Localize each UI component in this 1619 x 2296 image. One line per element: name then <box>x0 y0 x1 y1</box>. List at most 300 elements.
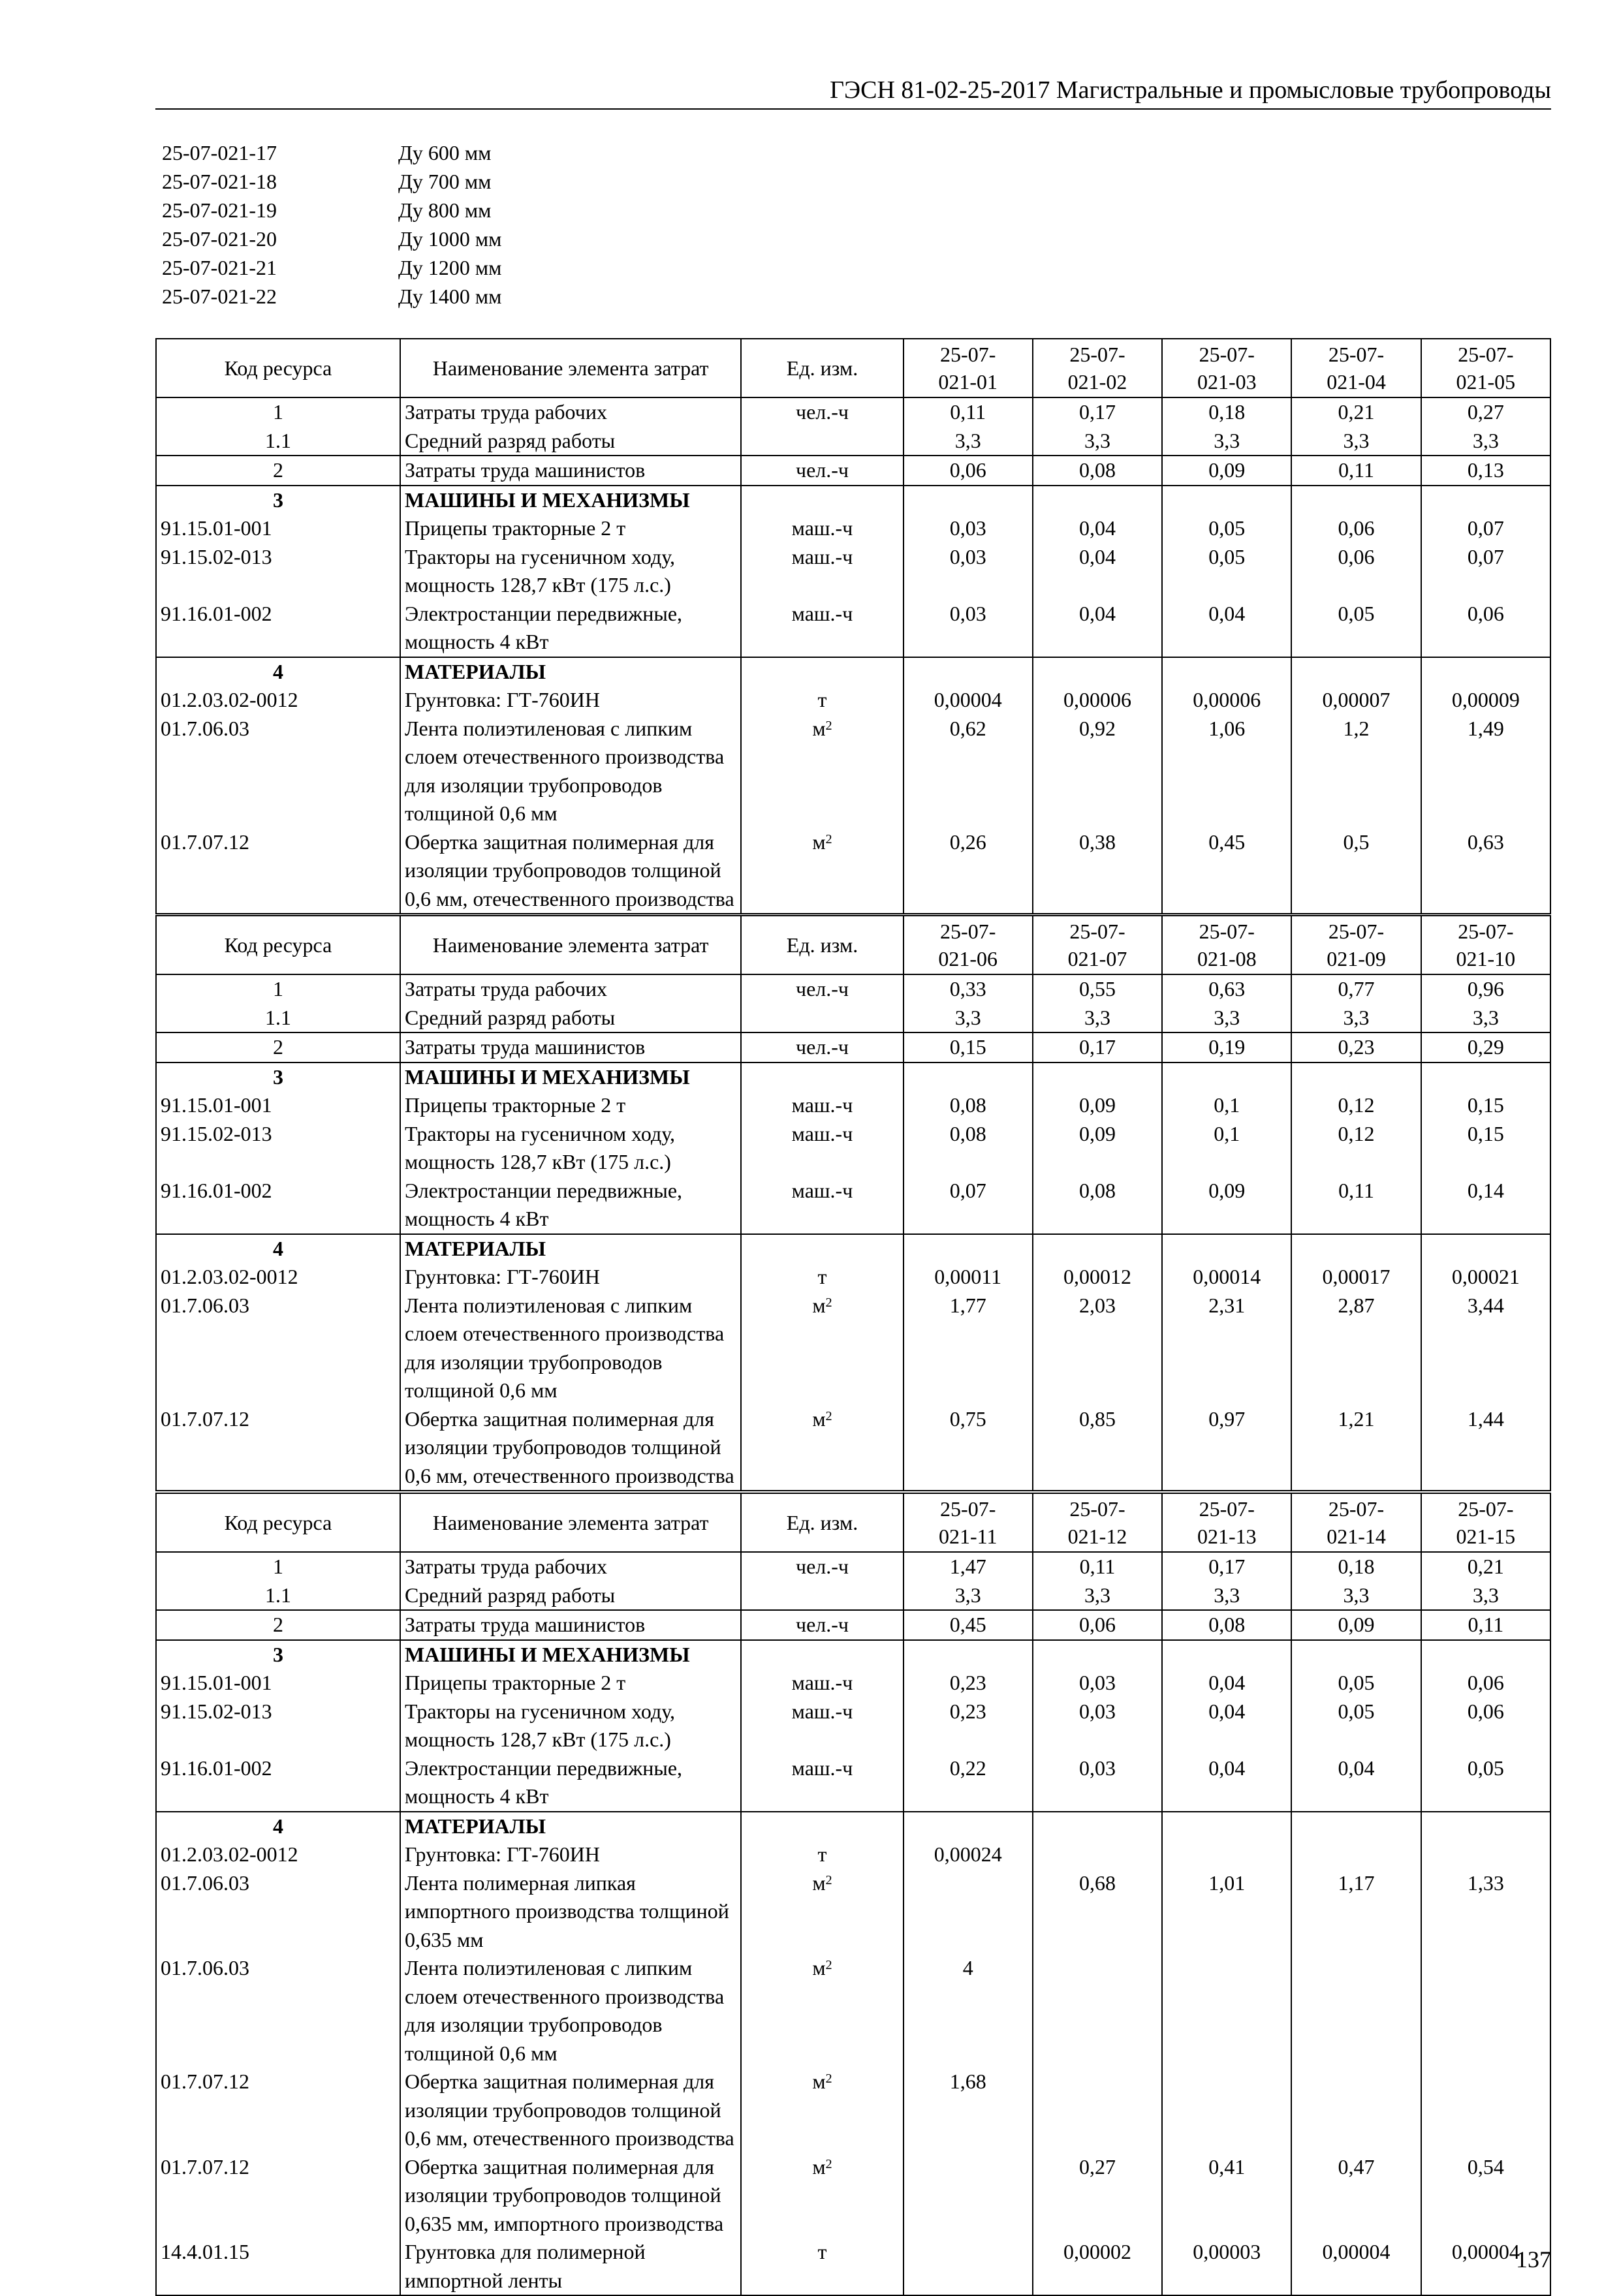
resource-value: 0,38 <box>1033 828 1162 914</box>
resource-unit: т <box>741 1840 903 1869</box>
resource-value: 1,49 <box>1421 715 1550 828</box>
resource-value: 2,31 <box>1162 1292 1291 1405</box>
resource-code: 01.7.07.12 <box>156 2068 400 2153</box>
resource-value: 3,3 <box>904 427 1033 456</box>
resource-name: Электростанции передвижные, мощность 4 кВт <box>400 1177 741 1234</box>
resource-value: 0,33 <box>904 974 1033 1004</box>
resource-unit: маш.-ч <box>741 1754 903 1812</box>
resource-value <box>1162 1234 1291 1264</box>
header-rate-code: 25-07- 021-07 <box>1033 916 1162 974</box>
resource-value: 0,68 <box>1033 1869 1162 1955</box>
resource-value <box>1162 1063 1291 1092</box>
resource-unit: маш.-ч <box>741 1120 903 1177</box>
resource-value <box>904 1234 1033 1264</box>
table-row <box>156 1177 1550 1234</box>
resource-value: 0,00004 <box>1421 2238 1550 2295</box>
resource-name: Тракторы на гусеничном ходу, мощность 128,7 кВт (175 л.с.) <box>400 1698 741 1754</box>
resource-value <box>1162 657 1291 687</box>
resource-unit: $м^2$ <box>741 828 903 914</box>
resource-value: 0,05 <box>1162 514 1291 543</box>
resource-value: 3,3 <box>1291 427 1421 456</box>
resource-value: 3,3 <box>1162 427 1291 456</box>
resource-unit: маш.-ч <box>741 600 903 657</box>
code-list-code: 25-07-021-17 <box>162 141 277 164</box>
resource-value <box>1033 657 1162 687</box>
resource-value: 0,00002 <box>1033 2238 1162 2295</box>
resource-value <box>1033 2068 1162 2153</box>
resource-value: 1,68 <box>904 2068 1033 2153</box>
resource-code: 01.7.06.03 <box>156 1869 400 1955</box>
resource-value: 0,97 <box>1162 1405 1291 1491</box>
resource-name: Лента полимерная липкая импортного производства толщиной 0,635 мм <box>400 1869 741 1955</box>
resource-table-1 <box>155 338 1551 914</box>
resource-value <box>1033 486 1162 515</box>
resource-code: 91.16.01-002 <box>156 600 400 657</box>
resource-value: 0,06 <box>1291 514 1421 543</box>
resource-value: 0,09 <box>1033 1120 1162 1177</box>
resource-unit <box>741 1640 903 1669</box>
resource-code: 1.1 <box>156 427 400 456</box>
resource-unit: т <box>741 686 903 715</box>
resource-value: 0,05 <box>1162 543 1291 600</box>
table-row <box>156 1234 1550 1264</box>
resource-name: Грунтовка: ГТ-760ИН <box>400 1840 741 1869</box>
table-row <box>156 543 1550 600</box>
resource-value: 0,05 <box>1291 1669 1421 1698</box>
resource-value <box>1291 2068 1421 2153</box>
header-code: Код ресурса <box>156 916 400 974</box>
table-row <box>156 1120 1550 1177</box>
resource-name: Лента полиэтиленовая с липким слоем отечественного производства для изоляции трубопроводов толщиной 0,6 мм <box>400 715 741 828</box>
resource-unit <box>741 1581 903 1611</box>
header-unit: Ед. изм. <box>741 339 903 397</box>
resource-value: 0,00007 <box>1291 686 1421 715</box>
resource-code: 4 <box>156 1812 400 1841</box>
resource-value: 3,3 <box>1033 1581 1162 1611</box>
table-row <box>156 1754 1550 1812</box>
resource-value <box>1291 1234 1421 1264</box>
resource-value <box>904 1869 1033 1955</box>
header-rate-code: 25-07- 021-01 <box>904 339 1033 397</box>
resource-unit: маш.-ч <box>741 543 903 600</box>
resource-code: 91.15.01-001 <box>156 1669 400 1698</box>
resource-value: 0,1 <box>1162 1120 1291 1177</box>
resource-value: 0,09 <box>1033 1091 1162 1120</box>
table-row <box>156 397 1550 427</box>
code-list-item <box>162 225 501 253</box>
table-row <box>156 686 1550 715</box>
table-row <box>156 2153 1550 2239</box>
resource-unit <box>741 1063 903 1092</box>
resource-unit: $м^2$ <box>741 2068 903 2153</box>
resource-name: Обертка защитная полимерная для изоляции трубопроводов толщиной 0,6 мм, отечественного производства <box>400 2068 741 2153</box>
resource-table-3 <box>155 1493 1551 2296</box>
resource-unit: маш.-ч <box>741 1177 903 1234</box>
resource-unit <box>741 1812 903 1841</box>
resource-name: Обертка защитная полимерная для изоляции трубопроводов толщиной 0,635 мм, импортного производства <box>400 2153 741 2239</box>
header-rate-code: 25-07- 021-14 <box>1291 1493 1421 1552</box>
header-name: Наименование элемента затрат <box>400 339 741 397</box>
resource-value: 0,29 <box>1421 1032 1550 1063</box>
resource-value: 0,09 <box>1291 1610 1421 1640</box>
header-unit: Ед. изм. <box>741 916 903 974</box>
resource-name: Средний разряд работы <box>400 1004 741 1033</box>
resource-value <box>1291 486 1421 515</box>
table-row <box>156 1669 1550 1698</box>
resource-value: 0,00004 <box>904 686 1033 715</box>
resource-value: 1,47 <box>904 1552 1033 1581</box>
resource-name: Грунтовка: ГТ-760ИН <box>400 1263 741 1292</box>
resource-value: 1,33 <box>1421 1869 1550 1955</box>
resource-value <box>1421 1954 1550 2068</box>
resource-unit: $м^2$ <box>741 2153 903 2239</box>
resource-value <box>1162 2068 1291 2153</box>
resource-unit <box>741 486 903 515</box>
resource-value: 0,00014 <box>1162 1263 1291 1292</box>
resource-unit: чел.-ч <box>741 1610 903 1640</box>
resource-name: МАТЕРИАЛЫ <box>400 1812 741 1841</box>
resource-value: 0,03 <box>904 600 1033 657</box>
resource-code: 01.2.03.02-0012 <box>156 1840 400 1869</box>
resource-code: 91.15.02-013 <box>156 543 400 600</box>
header-rate-code: 25-07- 021-03 <box>1162 339 1291 397</box>
resource-value <box>1421 1640 1550 1669</box>
resource-value <box>1033 1234 1162 1264</box>
resource-value: 0,21 <box>1421 1552 1550 1581</box>
resource-name: Электростанции передвижные, мощность 4 кВт <box>400 600 741 657</box>
resource-unit: чел.-ч <box>741 397 903 427</box>
resource-value: 2,03 <box>1033 1292 1162 1405</box>
table-row <box>156 1292 1550 1405</box>
code-list-item <box>162 138 501 167</box>
resource-name: Прицепы тракторные 2 т <box>400 1669 741 1698</box>
code-list-item <box>162 282 501 311</box>
resource-value <box>1291 1812 1421 1841</box>
resource-code: 01.7.07.12 <box>156 2153 400 2239</box>
header-rate-code: 25-07- 021-11 <box>904 1493 1033 1552</box>
resource-value: 0,06 <box>1291 543 1421 600</box>
resource-value <box>904 1063 1033 1092</box>
resource-unit: $м^2$ <box>741 1405 903 1491</box>
resource-value <box>1162 486 1291 515</box>
resource-value: 0,00017 <box>1291 1263 1421 1292</box>
resource-value <box>1033 1954 1162 2068</box>
resource-value: 0,18 <box>1291 1552 1421 1581</box>
resource-value: 0,07 <box>904 1177 1033 1234</box>
resource-value: 0,27 <box>1421 397 1550 427</box>
resource-value: 0,00012 <box>1033 1263 1162 1292</box>
code-list-name: Ду 700 мм <box>398 170 492 193</box>
resource-value: 0,54 <box>1421 2153 1550 2239</box>
resource-value: 0,05 <box>1291 600 1421 657</box>
resource-value: 0,00006 <box>1033 686 1162 715</box>
resource-value: 3,44 <box>1421 1292 1550 1405</box>
resource-code: 01.7.06.03 <box>156 1292 400 1405</box>
resource-value: 0,03 <box>1033 1669 1162 1698</box>
table-row <box>156 1610 1550 1640</box>
resource-value: 3,3 <box>1291 1581 1421 1611</box>
code-list-item <box>162 196 501 225</box>
header-code: Код ресурса <box>156 1493 400 1552</box>
resource-value: 0,17 <box>1162 1552 1291 1581</box>
header-name: Наименование элемента затрат <box>400 916 741 974</box>
resource-value: 0,04 <box>1162 600 1291 657</box>
page-header: ГЭСН 81-02-25-2017 Магистральные и промысловые трубопроводы <box>155 73 1551 110</box>
resource-value <box>1421 486 1550 515</box>
resource-value: 2,87 <box>1291 1292 1421 1405</box>
resource-value: 0,08 <box>1033 1177 1162 1234</box>
resource-value: 0,08 <box>904 1120 1033 1177</box>
resource-value: 0,5 <box>1291 828 1421 914</box>
resource-value: 0,06 <box>1033 1610 1162 1640</box>
resource-value <box>1162 1954 1291 2068</box>
resource-value: 0,08 <box>904 1091 1033 1120</box>
resource-value: 0,62 <box>904 715 1033 828</box>
table-row <box>156 828 1550 914</box>
resource-value: 0,07 <box>1421 514 1550 543</box>
resource-value: 0,15 <box>1421 1120 1550 1177</box>
resource-value <box>1291 1840 1421 1869</box>
code-list-code: 25-07-021-18 <box>162 170 277 193</box>
resource-value: 0,08 <box>1033 456 1162 486</box>
table-row <box>156 1812 1550 1841</box>
resource-value: 0,14 <box>1421 1177 1550 1234</box>
resource-value: 3,3 <box>1421 427 1550 456</box>
resource-value <box>904 657 1033 687</box>
resource-value: 0,00011 <box>904 1263 1033 1292</box>
resource-value: 0,04 <box>1162 1698 1291 1754</box>
resource-value: 0,23 <box>904 1669 1033 1698</box>
resource-unit: маш.-ч <box>741 514 903 543</box>
resource-value: 0,47 <box>1291 2153 1421 2239</box>
resource-value: 0,17 <box>1033 1032 1162 1063</box>
resource-value: 0,06 <box>904 456 1033 486</box>
resource-value: 0,21 <box>1291 397 1421 427</box>
table-row <box>156 486 1550 515</box>
resource-code: 01.7.06.03 <box>156 1954 400 2068</box>
resource-value: 0,26 <box>904 828 1033 914</box>
resource-code: 4 <box>156 657 400 687</box>
resource-code: 1.1 <box>156 1581 400 1611</box>
resource-value: 0,45 <box>1162 828 1291 914</box>
resource-value: 0,15 <box>1421 1091 1550 1120</box>
resource-value: 0,09 <box>1162 456 1291 486</box>
header-rate-code: 25-07- 021-15 <box>1421 1493 1550 1552</box>
resource-code: 3 <box>156 1640 400 1669</box>
resource-name: Лента полиэтиленовая с липким слоем отечественного производства для изоляции трубопроводов толщиной 0,6 мм <box>400 1292 741 1405</box>
resource-name: Обертка защитная полимерная для изоляции трубопроводов толщиной 0,6 мм, отечественного производства <box>400 1405 741 1491</box>
table-row <box>156 657 1550 687</box>
resource-name: Тракторы на гусеничном ходу, мощность 128,7 кВт (175 л.с.) <box>400 1120 741 1177</box>
resource-value: 0,11 <box>1421 1610 1550 1640</box>
table-row <box>156 514 1550 543</box>
header-rate-code: 25-07- 021-04 <box>1291 339 1421 397</box>
resource-code: 2 <box>156 1032 400 1063</box>
resource-code: 1 <box>156 397 400 427</box>
header-name: Наименование элемента затрат <box>400 1493 741 1552</box>
resource-value: 3,3 <box>1421 1004 1550 1033</box>
resource-code: 2 <box>156 1610 400 1640</box>
resource-name: Прицепы тракторные 2 т <box>400 1091 741 1120</box>
header-unit: Ед. изм. <box>741 1493 903 1552</box>
resource-value <box>904 1640 1033 1669</box>
table-row <box>156 2068 1550 2153</box>
table-row <box>156 427 1550 456</box>
resource-value: 0,18 <box>1162 397 1291 427</box>
resource-unit: $м^2$ <box>741 1869 903 1955</box>
resource-value: 0,00021 <box>1421 1263 1550 1292</box>
resource-value <box>1421 1812 1550 1841</box>
resource-value <box>1421 1063 1550 1092</box>
resource-value <box>1162 1640 1291 1669</box>
resource-value: 0,63 <box>1421 828 1550 914</box>
resource-name: Затраты труда рабочих <box>400 974 741 1004</box>
resource-value: 0,13 <box>1421 456 1550 486</box>
resource-code: 4 <box>156 1234 400 1264</box>
resource-value: 0,03 <box>904 543 1033 600</box>
resource-value: 1,06 <box>1162 715 1291 828</box>
resource-value: 0,85 <box>1033 1405 1162 1491</box>
resource-unit <box>741 427 903 456</box>
resource-name: Средний разряд работы <box>400 427 741 456</box>
resource-code: 91.16.01-002 <box>156 1754 400 1812</box>
resource-value: 0,41 <box>1162 2153 1291 2239</box>
resource-value: 0,00004 <box>1291 2238 1421 2295</box>
resource-value <box>1033 1640 1162 1669</box>
resource-name: Грунтовка: ГТ-760ИН <box>400 686 741 715</box>
table-row <box>156 1032 1550 1063</box>
resource-value: 0,03 <box>1033 1698 1162 1754</box>
header-rate-code: 25-07- 021-10 <box>1421 916 1550 974</box>
resource-value: 3,3 <box>1421 1581 1550 1611</box>
resource-value: 0,27 <box>1033 2153 1162 2239</box>
resource-name: Затраты труда рабочих <box>400 397 741 427</box>
resource-value: 0,11 <box>1291 456 1421 486</box>
resource-value: 0,12 <box>1291 1091 1421 1120</box>
table-row <box>156 1954 1550 2068</box>
resource-value <box>1162 1812 1291 1841</box>
header-rate-code: 25-07- 021-09 <box>1291 916 1421 974</box>
resource-value <box>1291 1954 1421 2068</box>
table-row <box>156 1405 1550 1491</box>
resource-name: МАШИНЫ И МЕХАНИЗМЫ <box>400 1063 741 1092</box>
resource-value: 3,3 <box>1033 1004 1162 1033</box>
resource-name: Лента полиэтиленовая с липким слоем отечественного производства для изоляции трубопроводов толщиной 0,6 мм <box>400 1954 741 2068</box>
resource-value: 3,3 <box>1291 1004 1421 1033</box>
table-row <box>156 1581 1550 1611</box>
code-list <box>162 138 501 311</box>
resource-value: 0,04 <box>1162 1669 1291 1698</box>
resource-value: 0,12 <box>1291 1120 1421 1177</box>
resource-value <box>1033 1812 1162 1841</box>
code-list-item <box>162 167 501 196</box>
resource-unit: $м^2$ <box>741 715 903 828</box>
resource-name: Прицепы тракторные 2 т <box>400 514 741 543</box>
resource-value <box>1421 657 1550 687</box>
resource-value: 0,00003 <box>1162 2238 1291 2295</box>
header-rate-code: 25-07- 021-05 <box>1421 339 1550 397</box>
resource-value <box>1421 1234 1550 1264</box>
resource-name: Затраты труда рабочих <box>400 1552 741 1581</box>
table-row <box>156 1698 1550 1754</box>
resource-code: 3 <box>156 486 400 515</box>
header-rate-code: 25-07- 021-08 <box>1162 916 1291 974</box>
resource-value: 0,45 <box>904 1610 1033 1640</box>
resource-unit: чел.-ч <box>741 456 903 486</box>
resource-value <box>1033 1840 1162 1869</box>
resource-name: Тракторы на гусеничном ходу, мощность 128,7 кВт (175 л.с.) <box>400 543 741 600</box>
resource-name: Затраты труда машинистов <box>400 456 741 486</box>
resource-value: 0,63 <box>1162 974 1291 1004</box>
resource-table-2 <box>155 915 1551 1491</box>
table-row <box>156 456 1550 486</box>
resource-name: МАШИНЫ И МЕХАНИЗМЫ <box>400 486 741 515</box>
resource-code: 1.1 <box>156 1004 400 1033</box>
resource-value: 0,04 <box>1162 1754 1291 1812</box>
resource-unit: чел.-ч <box>741 1552 903 1581</box>
resource-value: 3,3 <box>1162 1581 1291 1611</box>
resource-value <box>1421 2068 1550 2153</box>
resource-value: 3,3 <box>904 1004 1033 1033</box>
resource-unit: $м^2$ <box>741 1292 903 1405</box>
resource-name: МАТЕРИАЛЫ <box>400 1234 741 1264</box>
resource-value <box>1162 1840 1291 1869</box>
resource-value: 1,44 <box>1421 1405 1550 1491</box>
resource-value: 0,04 <box>1033 543 1162 600</box>
table-row <box>156 974 1550 1004</box>
resource-value: 0,23 <box>904 1698 1033 1754</box>
code-list-code: 25-07-021-20 <box>162 227 277 251</box>
table-row <box>156 1063 1550 1092</box>
resource-unit: $м^2$ <box>741 1954 903 2068</box>
page-number: 137 <box>1516 2246 1551 2273</box>
resource-code: 1 <box>156 974 400 1004</box>
table-row <box>156 1263 1550 1292</box>
table-row <box>156 1552 1550 1581</box>
resource-value <box>1291 657 1421 687</box>
resource-value: 0,00009 <box>1421 686 1550 715</box>
resource-unit: чел.-ч <box>741 974 903 1004</box>
resource-code: 3 <box>156 1063 400 1092</box>
resource-code: 91.15.02-013 <box>156 1698 400 1754</box>
code-list-name: Ду 600 мм <box>398 141 492 164</box>
resource-value <box>904 2238 1033 2295</box>
resource-value <box>1421 1840 1550 1869</box>
header-rate-code: 25-07- 021-13 <box>1162 1493 1291 1552</box>
resource-code: 2 <box>156 456 400 486</box>
resource-value: 0,03 <box>904 514 1033 543</box>
resource-value: 0,11 <box>1291 1177 1421 1234</box>
resource-value: 0,23 <box>1291 1032 1421 1063</box>
resource-code: 01.7.07.12 <box>156 828 400 914</box>
header-code: Код ресурса <box>156 339 400 397</box>
table-row <box>156 1640 1550 1669</box>
resource-value: 0,06 <box>1421 1669 1550 1698</box>
resource-code: 01.2.03.02-0012 <box>156 1263 400 1292</box>
resource-value: 1,2 <box>1291 715 1421 828</box>
resource-value: 1,21 <box>1291 1405 1421 1491</box>
resource-unit: маш.-ч <box>741 1091 903 1120</box>
resource-value: 0,17 <box>1033 397 1162 427</box>
resource-value: 0,15 <box>904 1032 1033 1063</box>
code-list-code: 25-07-021-21 <box>162 256 277 279</box>
resource-unit: маш.-ч <box>741 1669 903 1698</box>
resource-value: 0,55 <box>1033 974 1162 1004</box>
resource-value: 0,19 <box>1162 1032 1291 1063</box>
resource-unit <box>741 657 903 687</box>
code-list-name: Ду 1000 мм <box>398 227 502 251</box>
table-row <box>156 2238 1550 2295</box>
